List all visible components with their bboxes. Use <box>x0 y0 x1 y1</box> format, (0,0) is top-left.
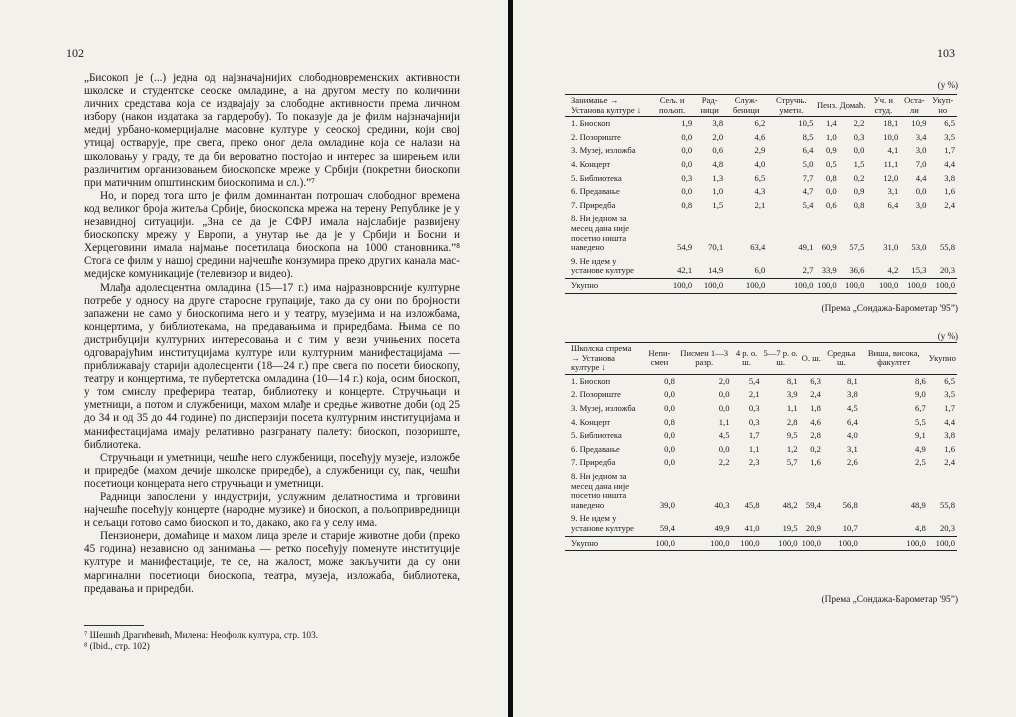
table-cell: 4,2 <box>887 265 899 276</box>
table-cell: 6,4 <box>802 145 814 156</box>
total-cell: 100,0 <box>740 537 760 548</box>
table-row <box>565 212 957 254</box>
column-header: Писмен 1—3 разр. <box>680 347 729 368</box>
table-cell: 8,6 <box>915 375 926 386</box>
table-cell: 0,0 <box>664 430 675 441</box>
table-row <box>565 429 957 443</box>
row-label: 7. Приредба <box>571 199 616 210</box>
table-cell: 0,5 <box>825 158 837 169</box>
table-cell: 1,0 <box>712 186 724 197</box>
table-cell: 53,0 <box>911 242 927 253</box>
table-cell: 2,2 <box>718 457 730 468</box>
table-cell: 1,5 <box>853 158 865 169</box>
total-cell: 100,0 <box>838 537 858 548</box>
table-cell: 4,0 <box>847 430 858 441</box>
table-row <box>565 185 957 199</box>
table-cell: 6,7 <box>915 402 926 413</box>
table-cell: 4,5 <box>718 430 730 441</box>
table-row <box>565 255 957 279</box>
table-cell: 14,9 <box>708 265 724 276</box>
table-cell: 2,4 <box>944 457 955 468</box>
column-header: Служ-беници <box>732 95 760 115</box>
table-cell: 3,5 <box>944 389 955 400</box>
table-cell: 1,6 <box>944 443 955 454</box>
row-label: 9. Не идем у установе културе <box>571 513 634 533</box>
table-cell: 4,4 <box>944 416 955 427</box>
table-cell: 3,8 <box>847 389 858 400</box>
paragraph: Пензионери, домаћице и махом лица зреле и старије животне доби (преко 45 година) независно од занимања — ретко посећују поменуте институције културе и манифестације, те се, на жалост, може закључити да су они маргинални посетиоци биоскопа, театра, музеја, изложаба, библиотека, предавања и приредби. <box>84 530 460 595</box>
table-cell: 0,0 <box>664 457 675 468</box>
table-unit-label: (у %) <box>937 80 958 90</box>
table-header-row <box>565 343 957 375</box>
table-cell: 6,3 <box>810 375 821 386</box>
table-cell: 2,1 <box>754 199 766 210</box>
page-number: 102 <box>66 46 84 60</box>
table-row <box>565 199 957 213</box>
table-cell: 3,0 <box>915 145 927 156</box>
column-header: Стручњ. уметн. <box>776 95 807 115</box>
table-cell: 10,0 <box>883 131 899 142</box>
table-unit-label: (у %) <box>937 331 958 341</box>
occupation-table <box>565 94 957 294</box>
table-cell: 2,8 <box>786 416 798 427</box>
table-row <box>565 456 957 470</box>
table-cell: 0,9 <box>853 186 865 197</box>
table-cell: 0,0 <box>681 186 693 197</box>
table-row <box>565 402 957 416</box>
table-cell: 12,0 <box>883 172 899 183</box>
table-cell: 45,8 <box>744 499 760 510</box>
paragraph: Млађа адолесцентна омладина (15—17 г.) има најразноврсније културне потребе у односу на друге старосне групације, тако да су они по бројности запажени не само у биоскопима него и у театру, музејима и на изложбама, концертима, у библиотекама, на предавањима и приредбама. Њима се по дистрибуцији културних интересовања и с тим у вези учињених посета одговарајућим институцијама културе или културним манифестацијама — приближавају старији адолесценти (18—24 г.) пре свега по посети биоскопу, театру и концертима, те пубертетска омладина (10—14 г.) која, осим биоскоп, у том смислу преферира театар, библиотеку и концерте. Стручњаци и уметници, а потом и службеници, махом млађе и средње животне доби (од 25 до 34 и од 35 до 44 годинe) по дисперзији посета културним институцијама и манифестацијама имају релативно разгранату палету: биоскоп, позориште, библиотека. <box>84 281 460 451</box>
total-cell: 100,0 <box>703 279 724 290</box>
table-row <box>565 144 957 158</box>
column-header: Средња ш. <box>827 347 856 368</box>
table-cell: 59,4 <box>805 499 821 510</box>
table-cell: 1,9 <box>681 118 693 129</box>
table-cell: 5,7 <box>786 457 798 468</box>
table-row <box>565 131 957 145</box>
table-cell: 6,4 <box>887 199 899 210</box>
table-cell: 0,8 <box>825 172 837 183</box>
table-cell: 1,7 <box>944 145 955 156</box>
table-cell: 8,5 <box>802 131 814 142</box>
body-text <box>84 72 460 596</box>
table-cell: 0,0 <box>853 145 865 156</box>
table-cell: 63,4 <box>750 242 766 253</box>
table-cell: 6,5 <box>944 118 955 129</box>
table-cell: 31,0 <box>883 242 899 253</box>
row-label: 2. Позориште <box>571 131 621 142</box>
table-row <box>565 172 957 186</box>
column-header: 4 р. о. ш. <box>735 347 758 368</box>
table-row <box>565 158 957 172</box>
table-cell: 2,0 <box>712 131 724 142</box>
page-number: 103 <box>937 46 955 60</box>
table-cell: 0,2 <box>853 172 865 183</box>
table-cell: 10,9 <box>911 118 927 129</box>
table-cell: 1,0 <box>825 131 837 142</box>
total-label: Укупно <box>571 537 599 548</box>
row-label: 2. Позориште <box>571 389 621 400</box>
table-cell: 33,9 <box>821 265 837 276</box>
table-cell: 41,0 <box>744 522 760 533</box>
table-cell: 54,9 <box>677 242 693 253</box>
table-cell: 4,3 <box>754 186 766 197</box>
column-header: Рад-ници <box>700 95 719 115</box>
total-label: Укупно <box>571 279 599 290</box>
table-cell: 0,3 <box>748 416 760 427</box>
table-row <box>565 374 957 388</box>
table-cell: 4,7 <box>802 186 814 197</box>
table-cell: 39,0 <box>659 499 675 510</box>
table-header-row <box>565 95 957 117</box>
table-cell: 4,4 <box>915 172 927 183</box>
table-cell: 36,6 <box>849 265 865 276</box>
table-cell: 0,8 <box>664 375 675 386</box>
table-cell: 3,8 <box>944 430 955 441</box>
table-cell: 2,7 <box>802 265 814 276</box>
table-cell: 9,5 <box>786 430 798 441</box>
row-label: 1. Биоскоп <box>571 375 611 386</box>
table-cell: 0,0 <box>681 131 693 142</box>
total-cell: 100,0 <box>906 537 926 548</box>
table-cell: 55,8 <box>939 242 955 253</box>
table-cell: 0,3 <box>748 402 760 413</box>
table-row <box>565 512 957 536</box>
table-cell: 2,4 <box>944 199 955 210</box>
table-corner-header: Школска спрема → Установа културе ↓ <box>571 343 632 373</box>
education-table <box>565 342 957 551</box>
table-cell: 3,1 <box>847 443 858 454</box>
table-cell: 2,0 <box>718 375 730 386</box>
table-cell: 2,6 <box>847 457 858 468</box>
table-cell: 2,4 <box>810 389 821 400</box>
table-cell: 3,1 <box>887 186 899 197</box>
row-label: 1. Биоскоп <box>571 118 611 129</box>
table-cell: 1,1 <box>748 443 760 454</box>
table-cell: 0,9 <box>825 145 837 156</box>
row-label: 9. Не идем у установе културе <box>571 255 634 276</box>
total-row <box>565 278 957 293</box>
table-row <box>565 117 957 131</box>
table-cell: 1,7 <box>944 402 955 413</box>
total-cell: 100,0 <box>845 279 865 290</box>
column-header: Сељ. и пољоп. <box>658 95 686 115</box>
table-cell: 4,6 <box>810 416 821 427</box>
table-cell: 4,4 <box>944 158 955 169</box>
table-cell: 2,1 <box>748 389 760 400</box>
table-cell: 1,7 <box>748 430 760 441</box>
table-cell: 5,5 <box>915 416 926 427</box>
table-cell: 3,8 <box>944 172 955 183</box>
table-cell: 6,4 <box>847 416 858 427</box>
row-label: 4. Концерт <box>571 158 611 169</box>
table-cell: 18,1 <box>883 118 899 129</box>
column-header: Виша, висока, факултет <box>867 347 920 368</box>
table-cell: 4,0 <box>754 158 766 169</box>
table-row <box>565 470 957 512</box>
table-cell: 15,3 <box>911 265 927 276</box>
table-cell: 20,3 <box>939 265 955 276</box>
table-cell: 8,1 <box>847 375 858 386</box>
table-cell: 1,2 <box>786 443 798 454</box>
table-cell: 49,1 <box>798 242 814 253</box>
table-cell: 0,0 <box>664 389 675 400</box>
table-cell: 1,5 <box>712 199 724 210</box>
table-cell: 3,8 <box>712 118 724 129</box>
footnote: ⁷ Шешић Драгићевић, Милена: Неофолк култура, стр. 103. <box>84 631 319 641</box>
table-cell: 49,9 <box>714 522 730 533</box>
table-cell: 5,4 <box>802 199 814 210</box>
table-cell: 9,0 <box>915 389 926 400</box>
total-cell: 100,0 <box>907 279 927 290</box>
table-cell: 11,1 <box>883 158 899 169</box>
table-cell: 20,9 <box>805 522 821 533</box>
column-header: Непи-смен <box>648 347 671 368</box>
row-label: 6. Предавање <box>571 186 620 197</box>
table-cell: 1,1 <box>786 402 798 413</box>
table-cell: 4,5 <box>847 402 858 413</box>
table-cell: 70,1 <box>708 242 724 253</box>
table-cell: 5,4 <box>748 375 760 386</box>
table-cell: 3,4 <box>915 131 927 142</box>
table-cell: 0,8 <box>681 199 693 210</box>
total-cell: 100,0 <box>817 279 837 290</box>
table-source: (Према „Сондажа-Барометар '95”) <box>821 595 958 605</box>
row-label: 5. Библиотека <box>571 172 622 183</box>
paragraph: Стручњаци и уметници, чешће него службеници, посећују музеје, изложбе и приредбе (махом дечије школске приредбе), а службеници су, пак, чешћи посетиоци концерата него стручњаци и уметници. <box>84 451 460 490</box>
row-label: 8. Ни једном за месец дана није посетио ништа наведено <box>571 470 630 510</box>
row-label: 4. Концерт <box>571 416 611 427</box>
total-row <box>565 536 957 551</box>
table-cell: 59,4 <box>659 522 675 533</box>
table-cell: 0,0 <box>718 389 730 400</box>
table-cell: 0,0 <box>664 402 675 413</box>
table-cell: 0,6 <box>825 199 837 210</box>
table-cell: 0,6 <box>712 145 724 156</box>
table-row <box>565 388 957 402</box>
table-cell: 2,5 <box>915 457 926 468</box>
table-cell: 0,0 <box>825 186 837 197</box>
total-cell: 100,0 <box>801 537 821 548</box>
table-cell: 7,7 <box>802 172 814 183</box>
column-header: Укуп-но <box>932 95 954 115</box>
table-cell: 6,0 <box>754 265 766 276</box>
table-cell: 0,8 <box>853 199 865 210</box>
paragraph: „Бисокоп је (...) једна од најзначајнијих слободновременских активности школске и студентске сеоске омладине, а на другом месту по количини личних средстава која се издвајају за слободне активности према личном избору (након издатака за гардеробу). То показује да је филм најзначајнији медиј урбано-комерцијалне масовне културе у сеоској средини, који свој утицај остварује, пре свега, преко оног дела омладине која се налази на школовању у граду, те да би вероватно постојао и интерес за ширењем или различитим организовањем биоскопске мреже у Србији (покретни биоскопи при матичним општинским биоскопима и сл.).”⁷ <box>84 72 460 189</box>
table-row <box>565 416 957 430</box>
table-cell: 0,0 <box>718 402 730 413</box>
column-header: Оста-ли <box>904 95 925 115</box>
total-cell: 100,0 <box>935 279 955 290</box>
table-cell: 0,0 <box>718 443 730 454</box>
table-cell: 6,5 <box>944 375 955 386</box>
table-cell: 5,0 <box>802 158 814 169</box>
table-cell: 3,9 <box>786 389 798 400</box>
total-cell: 100,0 <box>672 279 693 290</box>
table-cell: 0,0 <box>681 158 693 169</box>
footnote-rule <box>84 625 144 626</box>
table-cell: 2,2 <box>853 118 865 129</box>
table-cell: 42,1 <box>677 265 693 276</box>
column-header: Уч. и студ. <box>873 95 893 115</box>
table-cell: 6,5 <box>754 172 766 183</box>
table-cell: 57,5 <box>849 242 865 253</box>
row-label: 8. Ни једном за месец дана није посетио ништа наведено <box>571 213 630 253</box>
table-cell: 0,0 <box>664 443 675 454</box>
paragraph: Радници запослени у индустрији, услужним делатностима и трговини најчешће посећују концерте (народне музике) и биоскоп, а пољопривредници и сељаци готово само биоскоп и то, дакако, ако га у селу има. <box>84 491 460 530</box>
table-cell: 2,8 <box>810 430 821 441</box>
table-cell: 1,4 <box>825 118 837 129</box>
column-header: Укупно <box>928 352 956 363</box>
row-label: 5. Библиотека <box>571 430 622 441</box>
footnote: ⁸ (Ibid., стр. 102) <box>84 642 150 652</box>
table-cell: 2,3 <box>748 457 760 468</box>
table-cell: 0,3 <box>681 172 693 183</box>
table-cell: 7,0 <box>915 158 927 169</box>
table-cell: 8,1 <box>786 375 798 386</box>
table-cell: 1,3 <box>712 172 724 183</box>
paragraph: Но, и поред тога што је филм доминантан потрошач слободног времена код великог броја житеља Србије, биоскопска мрежа на терену Републике је у незавидној ситуацији. „Зна се да је СФРЈ имала најслабије развијену биоскопску мрежу у Европи, а унутар ње да је у Србији и Босни и Херцеговини имала најмање посетилаца биоскопа на 1000 становника.”⁸ Стога се филм у нашој средини најчешће конзумира преко других канала мас-медијске комуникације (телевизор и видео). <box>84 189 460 281</box>
table-cell: 48,9 <box>910 499 926 510</box>
column-header: Пенз. <box>816 99 838 110</box>
table-row <box>565 443 957 457</box>
table-cell: 3,0 <box>915 199 927 210</box>
table-cell: 0,0 <box>915 186 927 197</box>
table-cell: 48,2 <box>782 499 798 510</box>
table-cell: 1,8 <box>810 402 821 413</box>
table-cell: 19,5 <box>782 522 798 533</box>
row-label: 3. Музеј, изложба <box>571 402 636 413</box>
table-cell: 4,8 <box>915 522 926 533</box>
table-cell: 1,1 <box>718 416 730 427</box>
total-cell: 100,0 <box>878 279 899 290</box>
table-corner-header: Занимање → Установа културе ↓ <box>571 95 642 115</box>
table-cell: 1,6 <box>944 186 955 197</box>
table-cell: 0,8 <box>664 416 675 427</box>
table-cell: 4,9 <box>915 443 926 454</box>
table-cell: 10,5 <box>798 118 814 129</box>
table-cell: 3,5 <box>944 131 955 142</box>
table-cell: 9,1 <box>915 430 926 441</box>
table-cell: 40,3 <box>714 499 730 510</box>
total-cell: 100,0 <box>935 537 955 548</box>
table-cell: 4,1 <box>887 145 899 156</box>
total-cell: 100,0 <box>794 279 814 290</box>
row-label: 7. Приредба <box>571 457 616 468</box>
table-cell: 1,6 <box>810 457 821 468</box>
table-cell: 20,3 <box>939 522 955 533</box>
table-cell: 0,3 <box>853 131 865 142</box>
table-cell: 60,9 <box>821 242 837 253</box>
total-cell: 100,0 <box>745 279 766 290</box>
table-cell: 2,9 <box>754 145 766 156</box>
table-cell: 0,0 <box>681 145 693 156</box>
table-source: (Према „Сондажа-Барометар '95”) <box>821 304 958 314</box>
table-cell: 0,2 <box>810 443 821 454</box>
total-cell: 100,0 <box>778 537 798 548</box>
column-header: 5—7 р. о. ш. <box>763 347 798 368</box>
row-label: 6. Предавање <box>571 443 620 454</box>
total-cell: 100,0 <box>710 537 730 548</box>
total-cell: 100,0 <box>655 537 675 548</box>
right-page <box>513 0 1016 717</box>
table-cell: 4,8 <box>712 158 724 169</box>
table-cell: 6,2 <box>754 118 766 129</box>
column-header: Домаћ. <box>839 99 866 110</box>
table-cell: 55,8 <box>939 499 955 510</box>
row-label: 3. Музеј, изложба <box>571 145 636 156</box>
column-header: О. ш. <box>801 352 821 363</box>
table-cell: 10,7 <box>842 522 858 533</box>
table-cell: 4,6 <box>754 131 766 142</box>
table-cell: 56,8 <box>842 499 858 510</box>
